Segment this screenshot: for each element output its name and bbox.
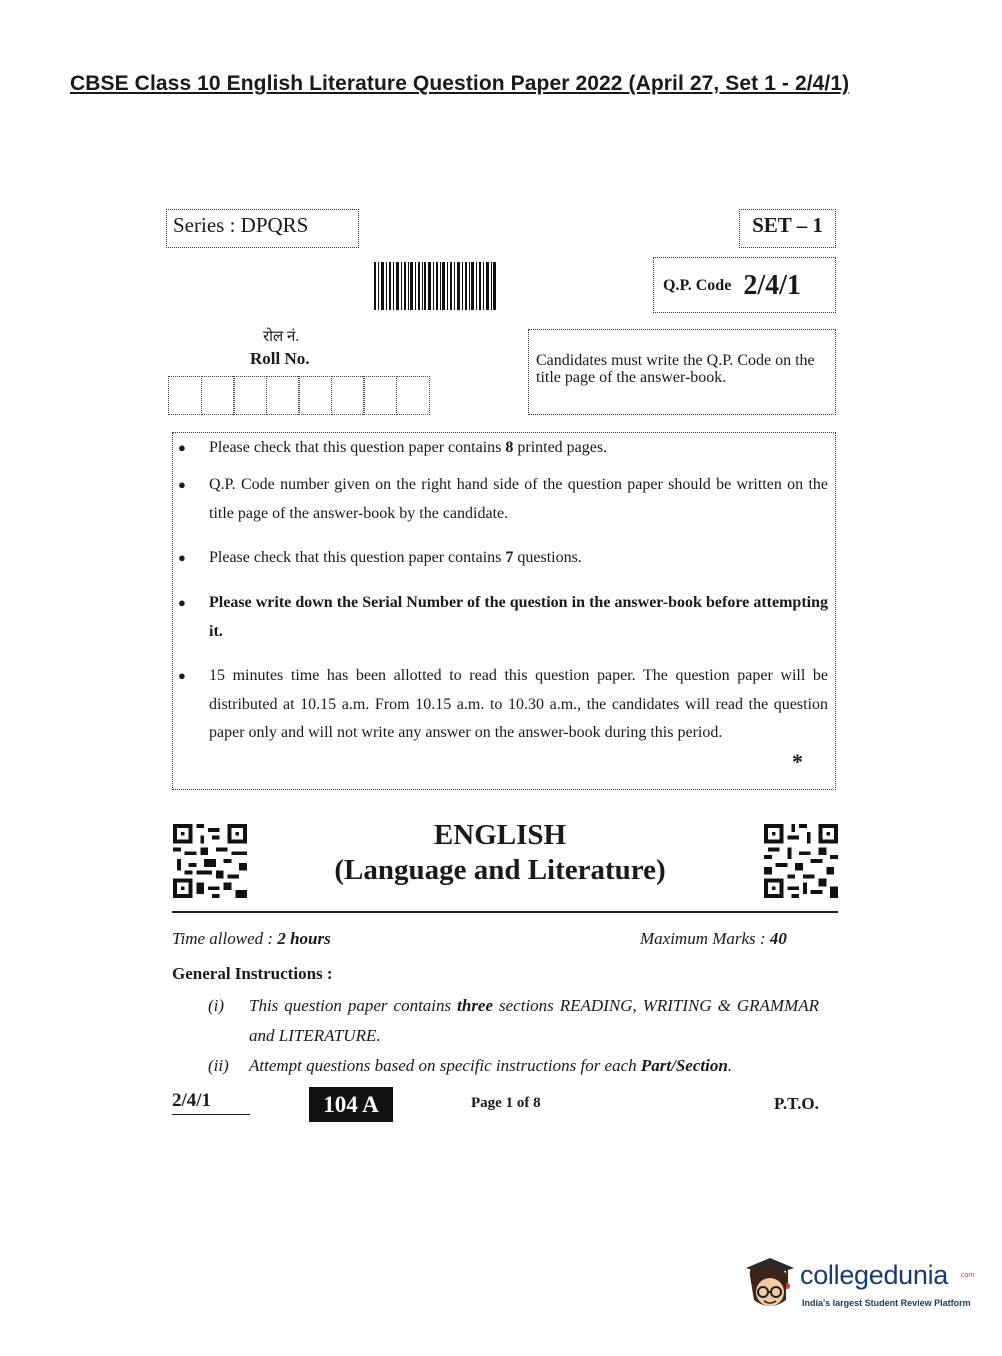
roll-digit-box [396, 376, 430, 415]
qr-code-icon [172, 824, 248, 898]
qp-code-label: Q.P. Code [663, 277, 732, 294]
brand-tagline: India's largest Student Review Platform [802, 1298, 971, 1308]
mascot-icon [740, 1254, 798, 1314]
set-box: SET – 1 [739, 209, 836, 248]
roll-digit-box [298, 376, 332, 415]
roll-number-boxes [168, 376, 428, 415]
brand-name: collegedunia [800, 1260, 949, 1290]
general-instruction-item: (i) This question paper contains three sections READING, WRITING & GRAMMAR and LITERATURE. [208, 996, 820, 1045]
series-box: Series : DPQRS [166, 209, 359, 248]
brand-suffix: .com [959, 1272, 975, 1279]
barcode-icon [374, 262, 496, 310]
bullet-icon: ● [178, 440, 186, 455]
bullet-icon: ● [178, 477, 186, 492]
qp-code-box [653, 257, 836, 313]
divider [172, 911, 838, 913]
subject-subtitle: (Language and Literature) [334, 854, 666, 886]
document-title: CBSE Class 10 English Literature Question Paper 2022 (April 27, Set 1 - 2/4/1) [70, 72, 850, 95]
maximum-marks: Maximum Marks : 40 [640, 929, 787, 948]
roll-digit-box [266, 376, 300, 415]
time-allowed: Time allowed : 2 hours [172, 929, 331, 948]
roll-digit-box [233, 376, 267, 415]
roll-digit-box [201, 376, 235, 415]
general-instructions-heading: General Instructions : [172, 964, 333, 983]
roll-number-label-hindi: रोल नं. [263, 329, 300, 345]
page-number: Page 1 of 8 [471, 1095, 541, 1111]
bullet-icon: ● [178, 668, 186, 683]
subject-title [290, 818, 710, 888]
pto-label: P.T.O. [774, 1094, 819, 1113]
qr-code-icon [763, 824, 839, 898]
instructions-box: ● Please check that this question paper contains 8 printed pages. ● Q.P. Code number given on the right hand side of the question paper should be written on the title page of the answer-book by the candidate. ● Please check that this question paper contains 7 questions. ● Please write down the Serial Number of the question in the answer-book before attempting it. ● 15 minutes time has been allotted to read this question paper. The question paper will be distributed at 10.15 a.m. From 10.15 a.m. to 10.30 a.m., the candidates will read the question paper only and will not write any answer on the answer-book during this period. * [172, 432, 836, 790]
roll-number-label: Roll No. [250, 349, 310, 368]
roll-digit-box [168, 376, 202, 415]
candidate-note-box: Candidates must write the Q.P. Code on the title page of the answer-book. [528, 329, 836, 415]
general-instruction-item: (ii) Attempt questions based on specific instructions for each Part/Section. [208, 1056, 733, 1075]
qp-code-value: 2/4/1 [743, 270, 801, 301]
footer-badge: 104 A [309, 1087, 393, 1122]
bullet-icon: ● [178, 595, 186, 610]
bullet-icon: ● [178, 550, 186, 565]
brand-logo [740, 1250, 975, 1320]
subject-name: ENGLISH [433, 819, 567, 851]
roll-digit-box [331, 376, 365, 415]
roll-digit-box [363, 376, 397, 415]
footer-code: 2/4/1 [172, 1090, 250, 1115]
star-mark: * [792, 749, 803, 774]
